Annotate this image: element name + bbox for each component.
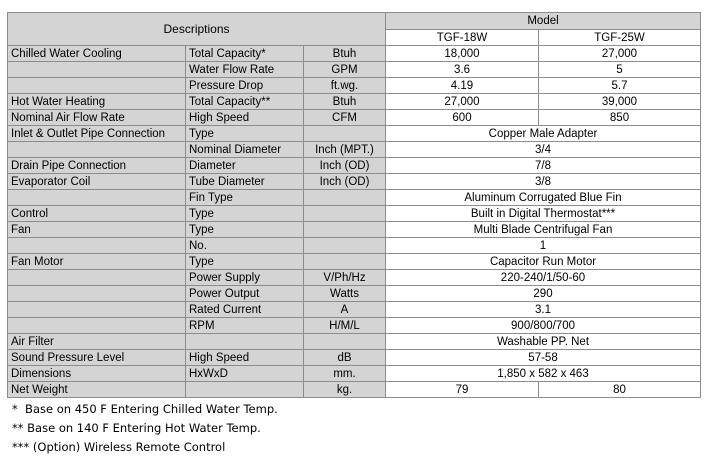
table-row	[8, 238, 701, 254]
row-value: 220-240/1/50-60	[386, 270, 701, 286]
descriptions-header: Descriptions	[8, 13, 386, 46]
table-row	[8, 46, 701, 62]
row-item: HxWxD	[186, 366, 304, 382]
row-category: Control	[8, 206, 186, 222]
row-unit: kg.	[304, 382, 386, 398]
table-row	[8, 366, 701, 382]
row-category: Sound Pressure Level	[8, 350, 186, 366]
row-unit	[304, 334, 386, 350]
row-value: 1	[386, 238, 701, 254]
row-item: Nominal Diameter	[186, 142, 304, 158]
row-item: Fin Type	[186, 190, 304, 206]
table-row	[8, 382, 701, 398]
table-row	[8, 126, 701, 142]
row-category	[8, 62, 186, 78]
row-item: Type	[186, 222, 304, 238]
row-value: 3.1	[386, 302, 701, 318]
row-category: Fan	[8, 222, 186, 238]
row-unit: GPM	[304, 62, 386, 78]
row-value-tgf-18w: 18,000	[386, 46, 539, 62]
row-unit	[304, 126, 386, 142]
row-item: Power Output	[186, 286, 304, 302]
row-value-tgf-18w: 27,000	[386, 94, 539, 110]
model-tgf-25w-header: TGF-25W	[539, 30, 701, 46]
row-value: 3/4	[386, 142, 701, 158]
row-category: Inlet & Outlet Pipe Connection	[8, 126, 186, 142]
row-category	[8, 270, 186, 286]
row-value: Capacitor Run Motor	[386, 254, 701, 270]
row-unit	[304, 238, 386, 254]
row-value: 7/8	[386, 158, 701, 174]
row-category: Fan Motor	[8, 254, 186, 270]
row-item	[186, 382, 304, 398]
table-row	[8, 270, 701, 286]
row-item: Type	[186, 254, 304, 270]
row-item: Pressure Drop	[186, 78, 304, 94]
row-category: Dimensions	[8, 366, 186, 382]
row-unit	[304, 206, 386, 222]
table-row	[8, 190, 701, 206]
row-category: Nominal Air Flow Rate	[8, 110, 186, 126]
row-value-tgf-25w: 39,000	[539, 94, 701, 110]
row-category	[8, 318, 186, 334]
row-value: 57-58	[386, 350, 701, 366]
row-unit: Inch (OD)	[304, 158, 386, 174]
row-unit: Inch (OD)	[304, 174, 386, 190]
row-unit: A	[304, 302, 386, 318]
specifications-table	[7, 12, 701, 398]
row-category: Drain Pipe Connection	[8, 158, 186, 174]
row-category	[8, 302, 186, 318]
table-row	[8, 78, 701, 94]
row-value-tgf-25w: 27,000	[539, 46, 701, 62]
row-item	[186, 334, 304, 350]
footnotes	[12, 400, 278, 457]
row-category	[8, 286, 186, 302]
row-category: Air Filter	[8, 334, 186, 350]
row-category: Net Weight	[8, 382, 186, 398]
row-unit: Btuh	[304, 94, 386, 110]
row-unit: V/Ph/Hz	[304, 270, 386, 286]
row-item: High Speed	[186, 110, 304, 126]
row-value-tgf-18w: 3.6	[386, 62, 539, 78]
row-item: Rated Current	[186, 302, 304, 318]
table-row	[8, 254, 701, 270]
table-row	[8, 222, 701, 238]
table-row	[8, 174, 701, 190]
table-row	[8, 206, 701, 222]
table-row	[8, 318, 701, 334]
row-category: Hot Water Heating	[8, 94, 186, 110]
row-category: Chilled Water Cooling	[8, 46, 186, 62]
row-item: Diameter	[186, 158, 304, 174]
row-item: Tube Diameter	[186, 174, 304, 190]
row-item: High Speed	[186, 350, 304, 366]
footnote-remote-control: *** (Option) Wireless Remote Control	[12, 440, 226, 454]
footnote-hot-water: ** Base on 140 F Entering Hot Water Temp.	[12, 421, 261, 435]
row-item: Water Flow Rate	[186, 62, 304, 78]
row-value-tgf-18w: 600	[386, 110, 539, 126]
table-row	[8, 62, 701, 78]
row-value-tgf-25w: 5	[539, 62, 701, 78]
row-unit	[304, 190, 386, 206]
row-category	[8, 78, 186, 94]
row-value: 1,850 x 582 x 463	[386, 366, 701, 382]
row-unit: ft.wg.	[304, 78, 386, 94]
row-item: No.	[186, 238, 304, 254]
table-row	[8, 334, 701, 350]
row-unit: Btuh	[304, 46, 386, 62]
row-value-tgf-18w: 4.19	[386, 78, 539, 94]
row-value: 290	[386, 286, 701, 302]
table-row	[8, 142, 701, 158]
row-unit: mm.	[304, 366, 386, 382]
row-category: Evaporator Coil	[8, 174, 186, 190]
table-row	[8, 286, 701, 302]
row-category	[8, 190, 186, 206]
row-value-tgf-25w: 5.7	[539, 78, 701, 94]
row-category	[8, 142, 186, 158]
table-row	[8, 158, 701, 174]
row-value: 900/800/700	[386, 318, 701, 334]
row-unit: Inch (MPT.)	[304, 142, 386, 158]
row-item: Total Capacity*	[186, 46, 304, 62]
row-value: Built in Digital Thermostat***	[386, 206, 701, 222]
row-unit: H/M/L	[304, 318, 386, 334]
row-value-tgf-18w: 79	[386, 382, 539, 398]
row-unit	[304, 254, 386, 270]
row-value: Multi Blade Centrifugal Fan	[386, 222, 701, 238]
row-item: RPM	[186, 318, 304, 334]
table-row	[8, 350, 701, 366]
row-unit	[304, 222, 386, 238]
table-row	[8, 302, 701, 318]
row-item: Type	[186, 126, 304, 142]
row-value-tgf-25w: 850	[539, 110, 701, 126]
row-unit: CFM	[304, 110, 386, 126]
table-row	[8, 94, 701, 110]
footnote-chilled-water: * Base on 450 F Entering Chilled Water Temp.	[12, 402, 278, 416]
row-value: 3/8	[386, 174, 701, 190]
row-value: Aluminum Corrugated Blue Fin	[386, 190, 701, 206]
row-category	[8, 238, 186, 254]
row-item: Power Supply	[186, 270, 304, 286]
row-value: Washable PP. Net	[386, 334, 701, 350]
model-header: Model	[386, 13, 701, 30]
row-value-tgf-25w: 80	[539, 382, 701, 398]
row-item: Total Capacity**	[186, 94, 304, 110]
model-tgf-18w-header: TGF-18W	[386, 30, 539, 46]
row-unit: dB	[304, 350, 386, 366]
row-value: Copper Male Adapter	[386, 126, 701, 142]
row-unit: Watts	[304, 286, 386, 302]
table-row	[8, 110, 701, 126]
row-item: Type	[186, 206, 304, 222]
